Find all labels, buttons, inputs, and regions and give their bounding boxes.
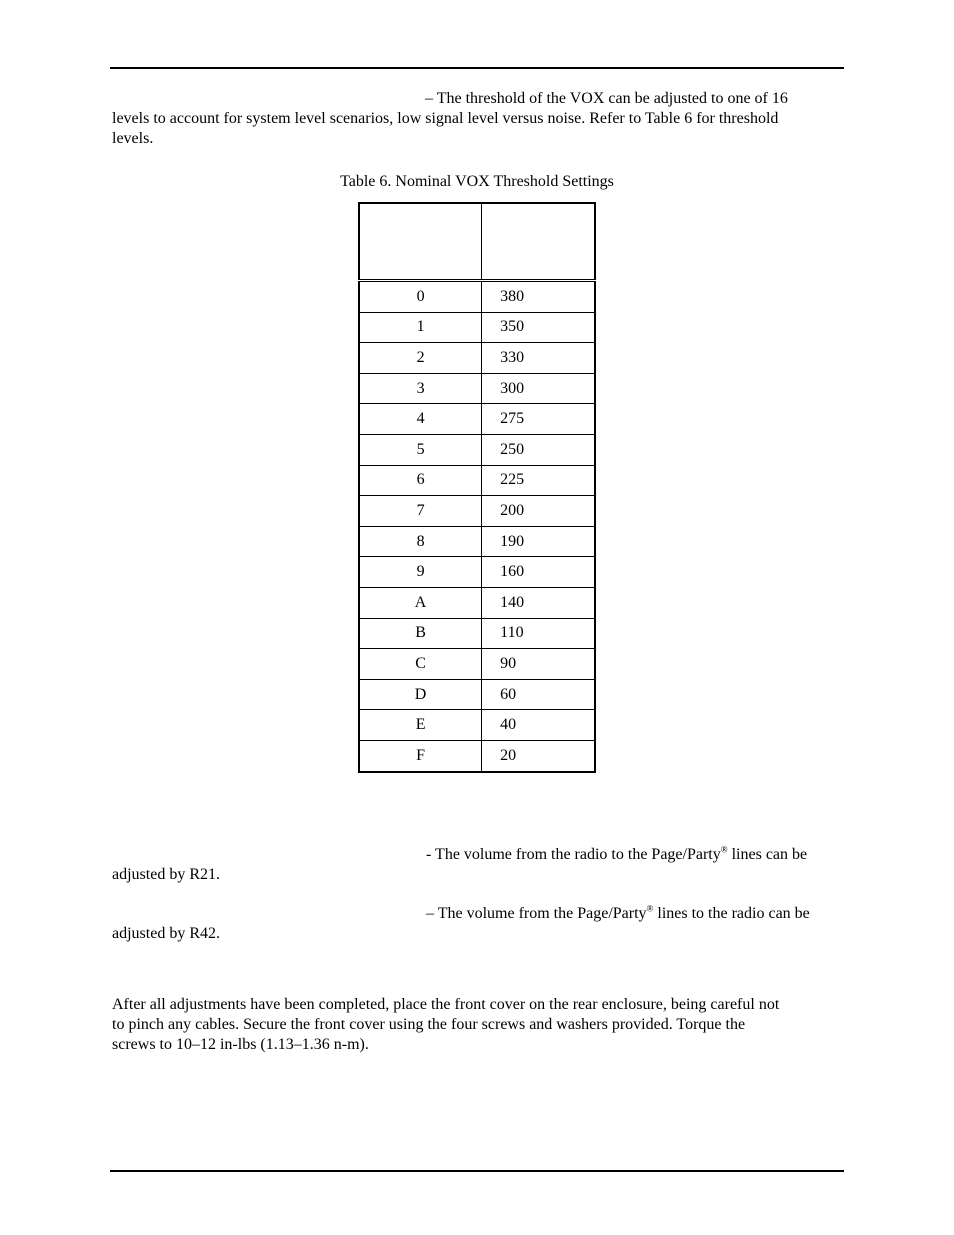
vox-threshold-line-3: levels. <box>112 130 154 147</box>
table-row <box>359 679 595 710</box>
threshold-value-cell: 190 <box>482 526 595 557</box>
table-row <box>359 404 595 435</box>
level-cell: 5 <box>359 434 482 465</box>
threshold-value-cell: 200 <box>482 496 595 527</box>
vox-threshold-paragraph <box>112 89 842 149</box>
radio-to-page-line-1: - The volume from the radio to the Page/Party® lines can be <box>426 844 808 863</box>
level-cell: 1 <box>359 312 482 343</box>
table-row <box>359 465 595 496</box>
front-cover-line-1: After all adjustments have been completed, place the front cover on the rear enclosure, being careful not <box>112 996 780 1013</box>
threshold-value-cell: 330 <box>482 343 595 374</box>
threshold-value-cell: 60 <box>482 679 595 710</box>
table-caption: Table 6. Nominal VOX Threshold Settings <box>340 173 614 190</box>
front-cover-line-2: to pinch any cables. Secure the front cover using the four screws and washers provided. Torque the <box>112 1016 746 1033</box>
table-row <box>359 587 595 618</box>
table-row <box>359 649 595 680</box>
threshold-value-cell: 300 <box>482 373 595 404</box>
table-row <box>359 557 595 588</box>
page-to-radio-line-2: adjusted by R42. <box>112 925 220 942</box>
table-row <box>359 373 595 404</box>
threshold-value-cell: 350 <box>482 312 595 343</box>
threshold-value-cell: 40 <box>482 710 595 741</box>
page-to-radio-line-1: – The volume from the Page/Party® lines to the radio can be <box>426 903 810 922</box>
threshold-value-cell: 380 <box>482 281 595 313</box>
table-row <box>359 710 595 741</box>
threshold-value-cell: 140 <box>482 587 595 618</box>
table-row <box>359 618 595 649</box>
radio-to-page-line-2: adjusted by R21. <box>112 866 220 883</box>
level-cell: 9 <box>359 557 482 588</box>
threshold-value-cell: 20 <box>482 740 595 771</box>
level-cell: F <box>359 740 482 771</box>
table-row <box>359 281 595 313</box>
front-cover-paragraph <box>112 995 842 1055</box>
level-cell: 4 <box>359 404 482 435</box>
page-to-radio-paragraph <box>112 904 842 944</box>
threshold-value-cell: 90 <box>482 649 595 680</box>
level-cell: D <box>359 679 482 710</box>
level-cell: B <box>359 618 482 649</box>
threshold-value-cell: 160 <box>482 557 595 588</box>
level-cell: 7 <box>359 496 482 527</box>
level-cell: 2 <box>359 343 482 374</box>
level-cell: A <box>359 587 482 618</box>
vox-threshold-table <box>358 202 596 773</box>
header-rule <box>110 67 844 69</box>
threshold-value-cell: 110 <box>482 618 595 649</box>
radio-to-page-paragraph <box>112 845 842 885</box>
front-cover-line-3: screws to 10–12 in-lbs (1.13–1.36 n-m). <box>112 1036 369 1053</box>
header-cell-level <box>359 203 482 281</box>
table-row <box>359 526 595 557</box>
level-cell: C <box>359 649 482 680</box>
table-row <box>359 312 595 343</box>
footer-rule <box>110 1170 844 1172</box>
threshold-value-cell: 225 <box>482 465 595 496</box>
header-cell-value <box>482 203 595 281</box>
level-cell: 8 <box>359 526 482 557</box>
vox-threshold-line-1: – The threshold of the VOX can be adjusted to one of 16 <box>425 90 788 107</box>
table-row <box>359 496 595 527</box>
table-row <box>359 740 595 771</box>
level-cell: 6 <box>359 465 482 496</box>
table-row <box>359 343 595 374</box>
level-cell: 3 <box>359 373 482 404</box>
threshold-value-cell: 275 <box>482 404 595 435</box>
level-cell: E <box>359 710 482 741</box>
table-header-row <box>359 203 595 281</box>
vox-threshold-line-2: levels to account for system level scenarios, low signal level versus noise. Refer to Table 6 for threshold <box>112 110 779 127</box>
level-cell: 0 <box>359 281 482 313</box>
table-row <box>359 434 595 465</box>
threshold-value-cell: 250 <box>482 434 595 465</box>
